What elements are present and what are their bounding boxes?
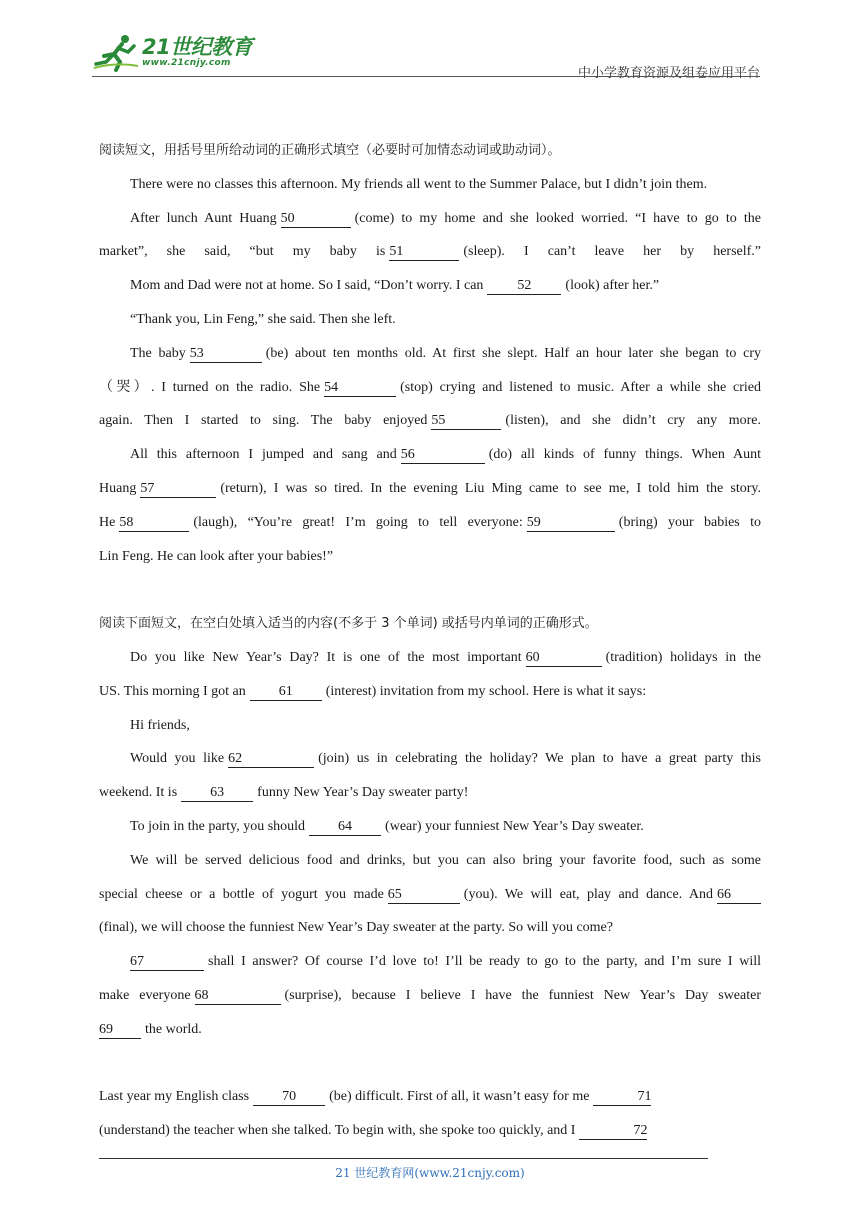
blank-67[interactable]: 67	[130, 954, 204, 971]
text-line: We will be served delicious food and drinks, but you can also bring your favorite food, such as some	[130, 852, 761, 868]
text-line: The baby 53 (be) about ten months old. At first she slept. Half an hour later she began to cry	[130, 345, 761, 361]
blank-52[interactable]: 52	[487, 278, 561, 295]
text-line: Huang 57 (return), I was so tired. In the evening Liu Ming came to see me, I told him the story.	[99, 480, 761, 496]
passage1-instruction: 阅读短文，用括号里所给动词的正确形式填空（必要时可加情态动词或助动词）。	[99, 143, 561, 158]
blank-70[interactable]: 70	[253, 1089, 325, 1106]
site-logo	[92, 32, 252, 72]
text-line: After lunch Aunt Huang 50 (come) to my home and she looked worried. “I have to go to the	[130, 210, 761, 226]
text-line: make everyone 68 (surprise), because I believe I have the funniest New Year’s Day sweater	[99, 987, 761, 1003]
text-line: Last year my English class 70 (be) difficult. First of all, it wasn’t easy for me 71	[99, 1089, 652, 1105]
blank-54[interactable]: 54	[324, 380, 396, 397]
blank-60[interactable]: 60	[526, 650, 602, 667]
text-line: (understand) the teacher when she talked. To begin with, she spoke too quickly, and I 72	[99, 1123, 648, 1139]
text-line: special cheese or a bottle of yogurt you made 65 (you). We will eat, play and dance. And 66	[99, 878, 761, 912]
blank-64[interactable]: 64	[309, 819, 381, 836]
text-line: Hi friends,	[130, 717, 190, 733]
document-body	[99, 134, 761, 1148]
text-line: 67 shall I answer? Of course I’d love to! I’ll be ready to go to the party, and I’m sure I will	[130, 954, 761, 970]
text-line: market”, she said, “but my baby is 51 (sleep). I can’t leave her by herself.”	[99, 244, 761, 260]
blank-51[interactable]: 51	[389, 244, 459, 261]
text-line: （哭）. I turned on the radio. She 54 (stop) crying and listened to music. After a while she cried	[99, 379, 762, 395]
blank-56[interactable]: 56	[401, 447, 485, 464]
text-line: 69 the world.	[99, 1021, 202, 1037]
platform-name: 中小学教育资源及组卷应用平台	[577, 66, 760, 81]
text-line: US. This morning I got an 61 (interest) invitation from my school. Here is what it says:	[99, 683, 647, 699]
text-line: Lin Feng. He can look after your babies!”	[99, 548, 334, 564]
logo-wordmark: 21世纪教育	[142, 34, 253, 59]
text-line: weekend. It is 63 funny New Year’s Day sweater party!	[99, 785, 469, 801]
page-header	[92, 30, 760, 81]
header-rule	[92, 76, 760, 77]
section-gap	[99, 1047, 761, 1081]
blank-68[interactable]: 68	[195, 988, 281, 1005]
runner-logo-icon	[92, 32, 140, 72]
logo-url: www.21cnjy.com	[142, 57, 231, 68]
section-gap	[99, 573, 761, 607]
text-line: Do you like New Year’s Day? It is one of the most important 60 (tradition) holidays in the	[130, 649, 761, 665]
text-line: “Thank you, Lin Feng,” she said. Then she left.	[130, 311, 396, 327]
blank-69[interactable]: 69	[99, 1022, 141, 1039]
text-line: To join in the party, you should 64 (wear) your funniest New Year’s Day sweater.	[130, 818, 644, 834]
blank-50[interactable]: 50	[281, 211, 351, 228]
blank-65[interactable]: 65	[388, 887, 460, 904]
footer-text[interactable]: 21 世纪教育网(www.21cnjy.com)	[335, 1166, 525, 1180]
passage2-instruction: 阅读下面短文，在空白处填入适当的内容(不多于 3 个单词) 或括号内单词的正确形式。	[99, 616, 598, 632]
text-line: He 58 (laugh), “You’re great! I’m going to tell everyone: 59 (bring) your babies to	[99, 514, 761, 530]
blank-59[interactable]: 59	[527, 515, 615, 532]
blank-71[interactable]: 71	[593, 1089, 651, 1106]
text-line: again. Then I started to sing. The baby enjoyed 55 (listen), and she didn’t cry any more.	[99, 413, 761, 429]
text-line: There were no classes this afternoon. My friends all went to the Summer Palace, but I didn’t join them.	[130, 176, 708, 192]
blank-62[interactable]: 62	[228, 751, 314, 768]
blank-55[interactable]: 55	[431, 413, 501, 430]
text-line: Mom and Dad were not at home. So I said, “Don’t worry. I can 52 (look) after her.”	[130, 278, 660, 294]
blank-61[interactable]: 61	[250, 684, 322, 701]
text-line: All this afternoon I jumped and sang and 56 (do) all kinds of funny things. When Aunt	[130, 447, 761, 463]
footer-rule	[99, 1158, 708, 1159]
blank-53[interactable]: 53	[190, 346, 262, 363]
blank-57[interactable]: 57	[140, 481, 216, 498]
blank-58[interactable]: 58	[119, 515, 189, 532]
blank-72[interactable]: 72	[579, 1123, 647, 1140]
blank-63[interactable]: 63	[181, 785, 253, 802]
blank-66[interactable]: 66	[717, 887, 761, 904]
text-line: Would you like 62 (join) us in celebrating the holiday? We plan to have a great party this	[130, 751, 761, 767]
text-line: (final), we will choose the funniest New Year’s Day sweater at the party. So will you come?	[99, 920, 613, 936]
